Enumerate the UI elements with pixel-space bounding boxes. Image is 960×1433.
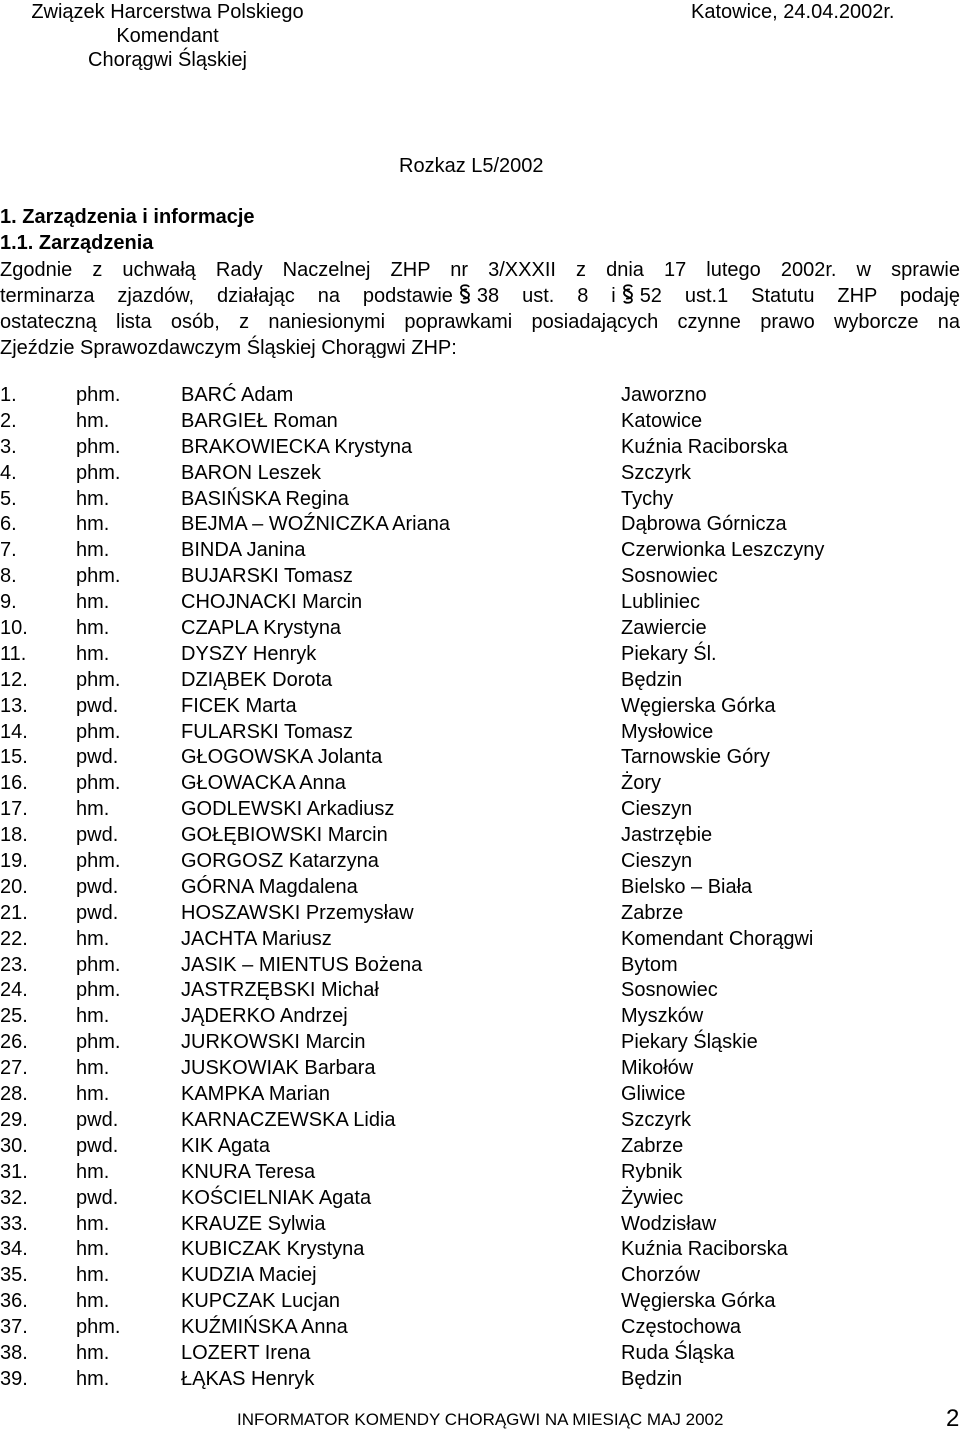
member-number: 10. [0,617,28,640]
list-item [0,874,960,900]
org-line-2: Komendant [116,25,219,47]
member-name: KUPCZAK Lucjan [181,1290,340,1313]
list-item [0,1003,960,1029]
member-number: 36. [0,1290,28,1313]
member-town: Ruda Śląska [621,1341,735,1364]
list-item [0,434,960,460]
member-number: 8. [0,565,17,588]
order-title: Rozkaz L5/2002 [399,155,544,177]
member-name: BARGIEŁ Roman [181,409,338,432]
member-rank: hm. [76,1367,110,1390]
body-line-2 [0,283,960,309]
member-name: HOSZAWSKI Przemysław [181,901,414,924]
member-number: 29. [0,1108,28,1131]
member-number: 34. [0,1238,28,1261]
member-rank: phm. [76,565,121,588]
member-town: Jaworzno [621,384,707,406]
list-item [0,1340,960,1366]
member-name: GORGOSZ Katarzyna [181,850,379,873]
section-1-1-heading: 1.1. Zarządzenia [0,232,154,254]
member-rank: phm. [76,772,121,795]
member-rank: hm. [76,1057,110,1080]
member-rank: hm. [76,1005,110,1028]
member-name: KUBICZAK Krystyna [181,1238,365,1261]
member-name: FICEK Marta [181,694,297,717]
member-town: Żory [621,772,661,795]
list-item [0,511,960,537]
list-item [0,770,960,796]
member-town: Zabrze [621,1134,684,1157]
org-line-1: Związek Harcerstwa Polskiego [31,1,304,23]
member-town: Kuźnia Raciborska [621,435,788,458]
member-town: Piekary Śl. [621,642,717,665]
member-name: KIK Agata [181,1134,270,1157]
member-name: BARĆ Adam [181,384,294,406]
member-name: CZAPLA Krystyna [181,617,342,640]
member-number: 32. [0,1186,28,1209]
list-item [0,667,960,693]
list-item [0,1133,960,1159]
member-name: GŁOWACKA Anna [181,772,346,795]
member-number: 22. [0,927,28,950]
member-number: 7. [0,539,17,562]
member-rank: hm. [76,591,110,614]
list-item [0,1211,960,1237]
member-rank: hm. [76,409,110,432]
member-town: Myszków [621,1005,704,1028]
member-number: 3. [0,435,17,458]
member-name: JASTRZĘBSKI Michał [181,979,379,1002]
body-line-2-c: 52 ust.1 Statutu ZHP podaję [639,285,960,307]
list-item [0,486,960,512]
member-rank: phm. [76,1316,121,1339]
member-rank: hm. [76,539,110,562]
member-number: 6. [0,513,17,536]
member-town: Lubliniec [621,591,700,614]
member-town: Gliwice [621,1083,686,1106]
body-line-3: ostateczną lista osób, z naniesionymi poprawkami posiadających czynne prawo wyborcze na [0,311,960,333]
list-item [0,408,960,434]
member-number: 24. [0,979,28,1002]
member-name: JURKOWSKI Marcin [181,1031,366,1054]
member-town: Chorzów [621,1264,700,1287]
section-sign-icon [620,283,636,305]
org-line-3: Chorągwi Śląskiej [88,49,247,71]
member-number: 2. [0,409,17,432]
member-rank: phm. [76,979,121,1002]
body-line-1: Zgodnie z uchwałą Rady Naczelnej ZHP nr 3/XXXII z dnia 17 lutego 2002r. w sprawie [0,259,960,281]
member-number: 13. [0,694,28,717]
member-name: KUŹMIŃSKA Anna [181,1316,348,1339]
list-item [0,1029,960,1055]
member-number: 30. [0,1134,28,1157]
member-town: Częstochowa [621,1316,742,1339]
footer-text: INFORMATOR KOMENDY CHORĄGWI NA MIESIĄC MAJ 2002 [237,1410,724,1429]
list-item [0,1081,960,1107]
member-number: 19. [0,850,28,873]
list-item [0,693,960,719]
member-number: 15. [0,746,28,769]
list-item [0,641,960,667]
member-rank: pwd. [76,875,119,898]
list-item [0,848,960,874]
list-item [0,1236,960,1262]
member-name: BARON Leszek [181,461,322,484]
member-name: KAMPKA Marian [181,1083,330,1106]
member-town: Węgierska Górka [621,694,776,717]
member-number: 5. [0,487,17,510]
member-number: 21. [0,901,28,924]
member-rank: pwd. [76,824,119,847]
member-rank: pwd. [76,694,119,717]
section-1-heading: 1. Zarządzenia i informacje [0,206,255,228]
member-town: Tarnowskie Góry [621,746,770,769]
member-name: FULARSKI Tomasz [181,720,353,743]
member-rank: phm. [76,720,121,743]
member-town: Żywiec [621,1186,684,1209]
member-rank: hm. [76,1290,110,1313]
member-town: Bielsko – Biała [621,875,753,898]
list-item [0,796,960,822]
member-name: BUJARSKI Tomasz [181,565,353,588]
member-town: Cieszyn [621,798,693,821]
member-number: 1. [0,384,17,406]
member-rank: phm. [76,953,121,976]
member-number: 33. [0,1212,28,1235]
member-name: KOŚCIELNIAK Agata [181,1186,372,1209]
member-name: GODLEWSKI Arkadiusz [181,798,395,821]
section-sign-icon [457,283,473,305]
member-town: Węgierska Górka [621,1290,776,1313]
member-town: Czerwionka Leszczyny [621,539,825,562]
member-town: Będzin [621,1367,683,1390]
member-town: Sosnowiec [621,979,718,1002]
member-rank: phm. [76,1031,121,1054]
member-town: Mysłowice [621,720,714,743]
member-number: 17. [0,798,28,821]
member-name: DYSZY Henryk [181,642,317,665]
member-rank: hm. [76,1238,110,1261]
member-rank: hm. [76,1341,110,1364]
member-town: Wodzisław [621,1212,717,1235]
member-number: 28. [0,1083,28,1106]
member-town: Mikołów [621,1057,694,1080]
member-name: JĄDERKO Andrzej [181,1005,348,1028]
member-number: 26. [0,1031,28,1054]
list-item [0,1159,960,1185]
member-rank: phm. [76,384,121,406]
member-town: Będzin [621,668,683,691]
member-name: KUDZIA Maciej [181,1264,317,1287]
list-item [0,1262,960,1288]
member-name: GÓRNA Magdalena [181,875,358,898]
member-town: Cieszyn [621,850,693,873]
list-item [0,1366,960,1392]
member-rank: phm. [76,435,121,458]
member-number: 4. [0,461,17,484]
organization-header [0,0,335,72]
member-rank: pwd. [76,1134,119,1157]
list-item [0,952,960,978]
list-item [0,460,960,486]
member-town: Komendant Chorągwi [621,927,814,950]
member-name: BINDA Janina [181,539,306,562]
member-town: Zabrze [621,901,684,924]
member-name: GŁOGOWSKA Jolanta [181,746,383,769]
list-item [0,926,960,952]
member-town: Rybnik [621,1160,683,1183]
member-town: Szczyrk [621,1108,691,1131]
member-town: Tychy [621,487,674,510]
member-name: KRAUZE Sylwia [181,1212,326,1235]
list-item [0,1314,960,1340]
member-rank: hm. [76,487,110,510]
member-rank: hm. [76,617,110,640]
member-number: 27. [0,1057,28,1080]
list-item [0,1288,960,1314]
member-name: BRAKOWIECKA Krystyna [181,435,413,458]
member-rank: pwd. [76,901,119,924]
member-rank: hm. [76,1083,110,1106]
member-rank: hm. [76,1264,110,1287]
member-name: KARNACZEWSKA Lidia [181,1108,396,1131]
member-rank: phm. [76,461,121,484]
member-number: 16. [0,772,28,795]
list-item [0,900,960,926]
member-rank: hm. [76,927,110,950]
list-item [0,615,960,641]
member-number: 31. [0,1160,28,1183]
member-town: Jastrzębie [621,824,713,847]
member-rank: hm. [76,513,110,536]
place-date: Katowice, 24.04.2002r. [691,1,895,23]
member-name: JUSKOWIAK Barbara [181,1057,376,1080]
body-line-2-a: terminarza zjazdów, działając na podstawie [0,285,453,307]
list-item [0,589,960,615]
member-number: 37. [0,1316,28,1339]
list-item [0,719,960,745]
member-name: KNURA Teresa [181,1160,316,1183]
member-name: CHOJNACKI Marcin [181,591,363,614]
member-number: 12. [0,668,28,691]
body-line-4: Zjeździe Sprawozdawczym Śląskiej Chorągwi ZHP: [0,337,457,359]
page-number: 2 [946,1405,960,1432]
member-town: Bytom [621,953,678,976]
member-number: 9. [0,591,17,614]
member-number: 23. [0,953,28,976]
member-rank: hm. [76,642,110,665]
member-name: DZIĄBEK Dorota [181,668,333,691]
list-item [0,1185,960,1211]
list-item [0,537,960,563]
member-number: 39. [0,1367,28,1390]
member-number: 18. [0,824,28,847]
list-item [0,1107,960,1133]
member-town: Katowice [621,409,703,432]
member-rank: hm. [76,1212,110,1235]
member-number: 25. [0,1005,28,1028]
member-town: Szczyrk [621,461,691,484]
list-item [0,822,960,848]
body-paragraph [0,257,960,361]
member-name: JACHTA Mariusz [181,927,332,950]
member-town: Sosnowiec [621,565,718,588]
list-item [0,1055,960,1081]
member-name: BASIŃSKA Regina [181,487,349,510]
member-number: 38. [0,1341,28,1364]
member-rank: pwd. [76,746,119,769]
member-town: Kuźnia Raciborska [621,1238,788,1261]
member-town: Dąbrowa Górnicza [621,513,787,536]
member-list [0,382,960,1392]
list-item [0,744,960,770]
body-line-2-b: 38 ust. 8 i [476,285,616,307]
member-rank: hm. [76,1160,110,1183]
member-name: BEJMA – WOŹNICZKA Ariana [181,513,450,536]
member-name: JASIK – MIENTUS Bożena [181,953,423,976]
member-number: 11. [0,642,27,665]
member-rank: phm. [76,850,121,873]
member-rank: hm. [76,798,110,821]
member-name: ŁĄKAS Henryk [181,1367,315,1390]
member-number: 35. [0,1264,28,1287]
member-rank: pwd. [76,1186,119,1209]
member-name: GOŁĘBIOWSKI Marcin [181,824,388,847]
member-rank: pwd. [76,1108,119,1131]
list-item [0,977,960,1003]
member-number: 20. [0,875,28,898]
member-town: Zawiercie [621,617,707,640]
member-rank: phm. [76,668,121,691]
list-item [0,382,960,408]
member-town: Piekary Śląskie [621,1031,758,1054]
member-number: 14. [0,720,28,743]
list-item [0,563,960,589]
member-name: LOZERT Irena [181,1341,311,1364]
